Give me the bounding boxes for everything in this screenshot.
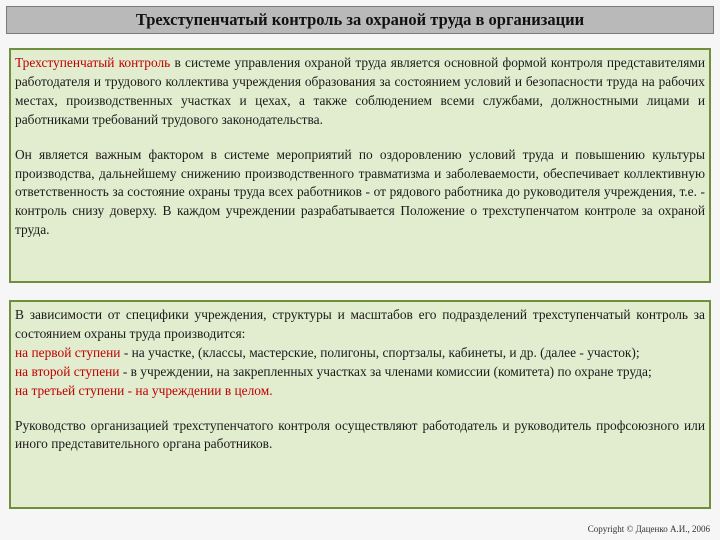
level-1 [15,344,705,363]
definition-paragraph [15,54,705,130]
level-2-text: - в учреждении, на закрепленных участках за членами комиссии (комитета) по охране труда; [119,363,652,379]
copyright-notice: Copyright © Даценко А.И., 2006 [587,524,710,534]
definition-term: Трехступенчатый контроль [15,55,171,70]
level-3: на третьей ступени - на учреждении в целом. [15,382,273,398]
levels-box [9,300,711,509]
slide-title: Трехступенчатый контроль за охраной труда в организации [6,6,714,34]
levels-intro: В зависимости от специфики учреждения, структуры и масштабов его подразделений трехступенчатый контроль за состоянием охраны труда производится: [15,307,705,341]
level-1-text: - на участке, (классы, мастерские, полигоны, спортзалы, кабинеты, и др. (далее - участок); [120,344,640,360]
level-2-label: на второй ступени [15,363,120,379]
level-1-label: на первой ступени [15,344,121,360]
management-paragraph: Руководство организацией трехступенчатого контроля осуществляют работодатель и руководитель профсоюзного или иного представительного органа работников. [15,417,705,452]
importance-paragraph: Он является важным фактором в системе мероприятий по оздоровлению условий труда и повышению культуры производства, дальнейшему снижению производственного травматизма и заболеваемости, обеспечивает коллективную ответственность за состояние охраны труда всех работников - от рядового работника до руководителя учреждения, т.е. - контроль снизу доверху. В каждом учреждении разрабатывается Положение о трехступенчатом контроле за охраной труда. [15,146,705,238]
level-2 [15,363,705,382]
definition-box [9,48,711,283]
definition-text: в системе управления охраной труда является основной формой контроля представителями работодателя и трудового коллектива учреждения образования за состоянием условий и безопасности труда на рабочих местах, производственных участках и цехах, а также соблюдением всеми службами, должностными лицами и работниками требований трудового законодательства. [15,55,705,127]
